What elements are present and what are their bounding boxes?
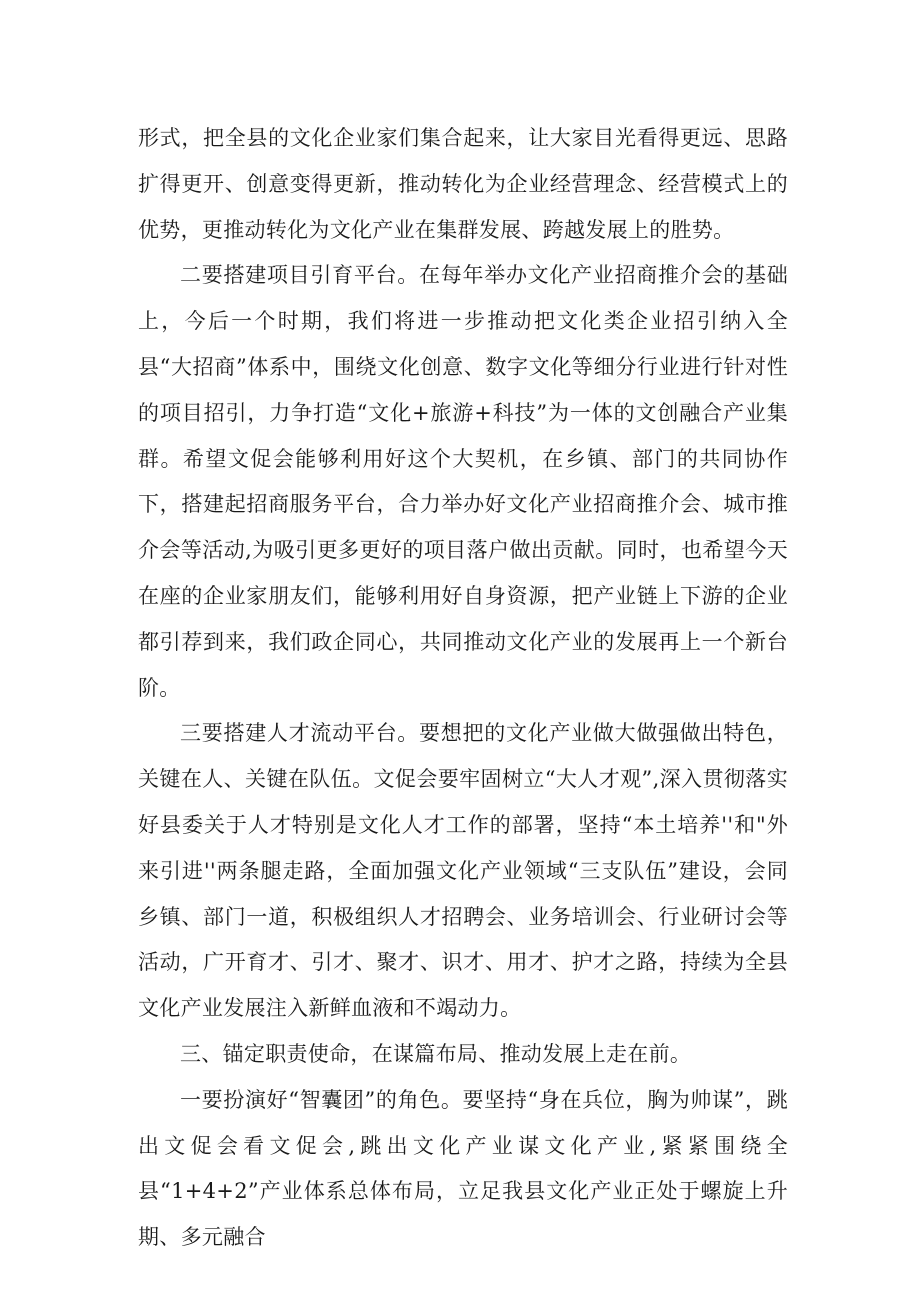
- document-page: [138, 116, 788, 1261]
- paragraph-3: 三要搭建人才流动平台。要想把的文化产业做大做强做出特色，关键在人、关键在队伍。文促会要牢固树立“大人才观”,深入贯彻落实好县委关于人才特别是文化人才工作的部署，坚持“本土培养''和"外来引进''两条腿走路，全面加强文化产业领域“三支队伍”建设，会同乡镇、部门一道，积极组织人才招聘会、业务培训会、行业研讨会等活动，广开育才、引才、聚才、识才、用才、护才之路，持续为全县文化产业发展注入新鲜血液和不竭动力。: [138, 721, 788, 1021]
- section-heading: 三、锚定职责使命，在谋篇布局、推动发展上走在前。: [180, 1041, 692, 1066]
- paragraph-5: 一要扮演好“智囊团”的角色。要坚持“身在兵位，胸为帅谋”，跳出文促会看文促会,跳出文化产业谋文化产业,紧紧围绕全县“1+4+2”产业体系总体布局，立足我县文化产业正处于螺旋上升期、多元融合: [138, 1087, 788, 1250]
- paragraph-2: 二要搭建项目引育平台。在每年举办文化产业招商推介会的基础上，今后一个时期，我们将进一步推动把文化类企业招引纳入全县“大招商”体系中，围绕文化创意、数字文化等细分行业进行针对性的项目招引，力争打造“文化+旅游+科技”为一体的文创融合产业集群。希望文促会能够利用好这个大契机，在乡镇、部门的共同协作下，搭建起招商服务平台，合力举办好文化产业招商推介会、城市推介会等活动,为吸引更多更好的项目落户做出贡献。同时，也希望今天在座的企业家朋友们，能够利用好自身资源，把产业链上下游的企业都引荐到来，我们政企同心，共同推动文化产业的发展再上一个新台阶。: [138, 263, 788, 700]
- paragraph-1: 形式，把全县的文化企业家们集合起来，让大家目光看得更远、思路扩得更开、创意变得更新，推动转化为企业经营理念、经营模式上的优势，更推动转化为文化产业在集群发展、跨越发展上的胜势。: [138, 126, 788, 242]
